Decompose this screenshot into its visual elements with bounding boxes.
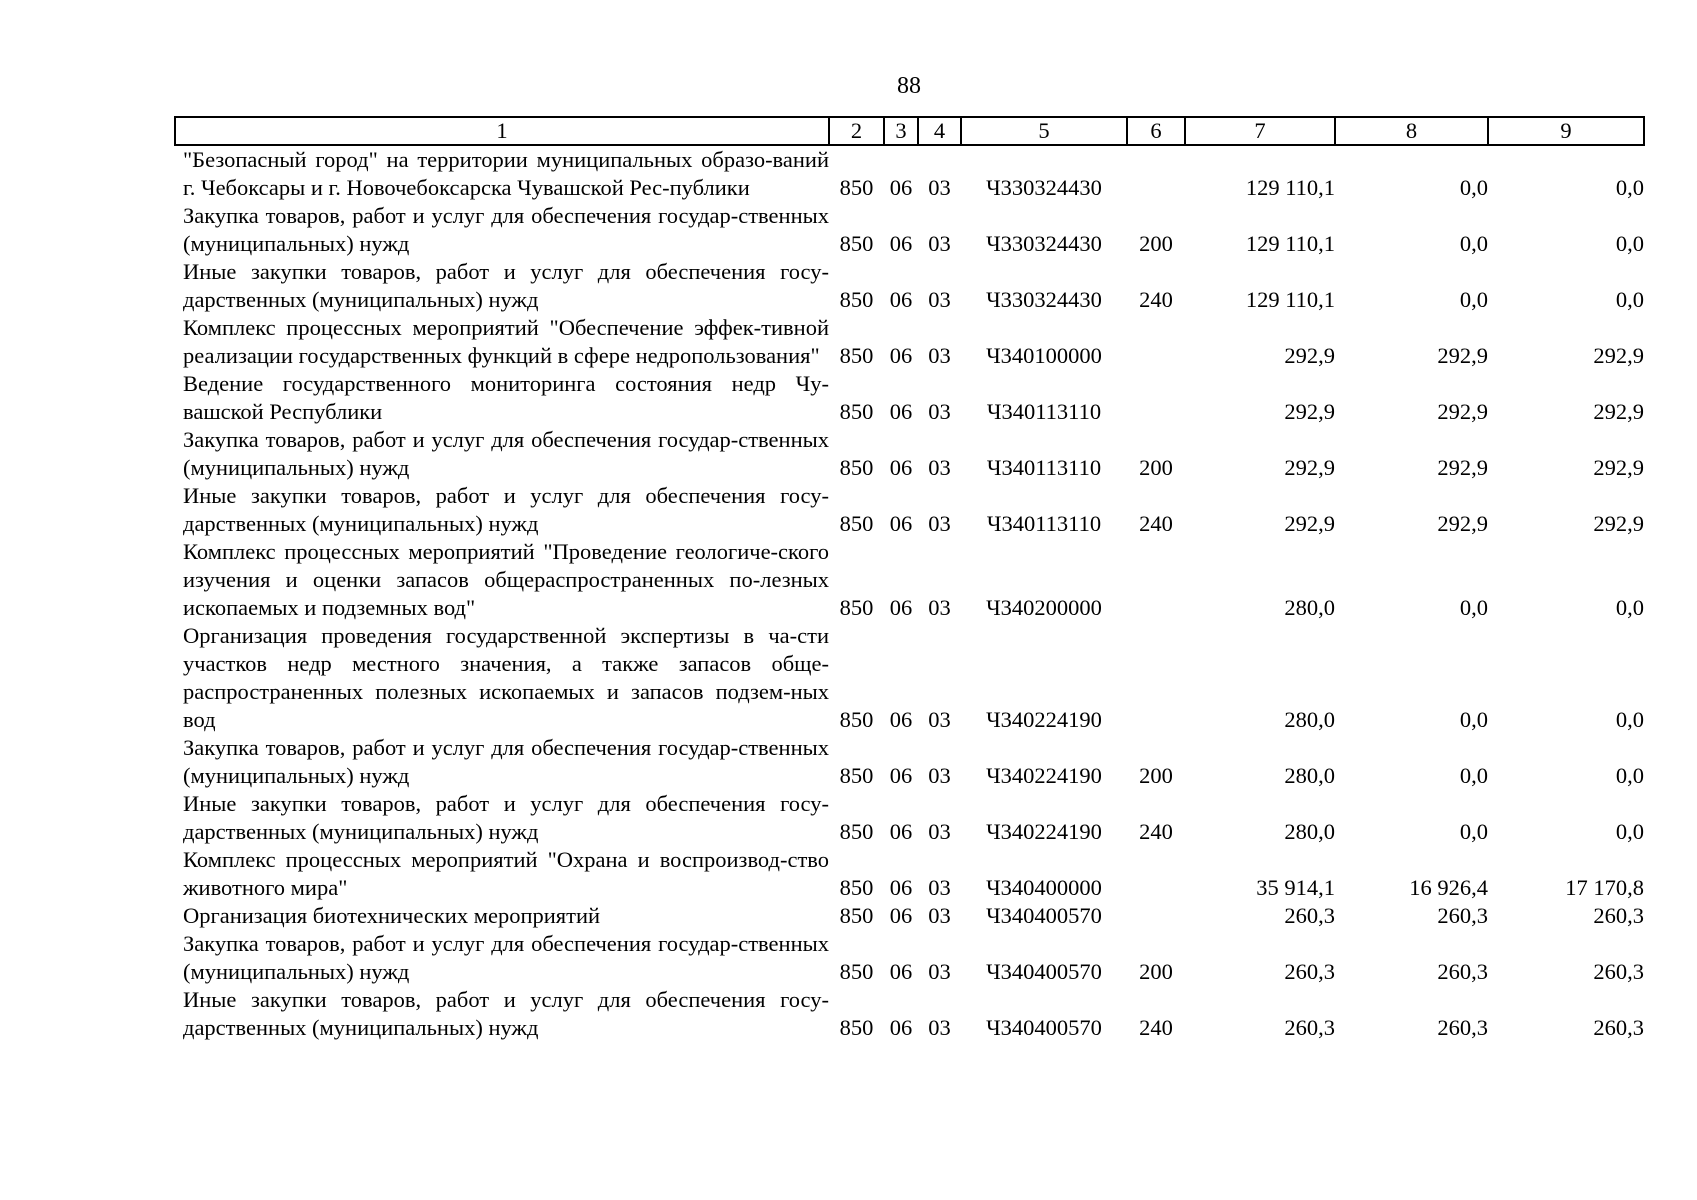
table-row: [175, 734, 1644, 790]
row-gp-code: 850: [839, 175, 874, 200]
budget-table: [174, 116, 1645, 1042]
row-amount-col9: 0,0: [1615, 763, 1644, 788]
row-expense-type-code: [1127, 622, 1185, 734]
column-number-header-row: [175, 117, 1644, 145]
row-amount-col7: 129 110,1: [1245, 287, 1335, 312]
row-description: Иные закупки товаров, работ и услуг для обеспечения госу-дарственных (муниципальных) нужд: [183, 987, 829, 1040]
row-section-code: 06: [889, 819, 913, 844]
column-header-7: 7: [1185, 117, 1335, 145]
row-expense-type-code: 200: [1139, 959, 1173, 984]
row-subsection-code: 03: [928, 875, 951, 900]
row-amount-col7: 280,0: [1284, 763, 1335, 788]
row-description: Иные закупки товаров, работ и услуг для обеспечения госу-дарственных (муниципальных) нужд: [183, 259, 829, 312]
row-amount-col7: 260,3: [1284, 959, 1335, 984]
row-amount-col7: 292,9: [1284, 343, 1335, 368]
row-target-article-code: Ч340224190: [986, 707, 1102, 732]
row-expense-type-code: [1127, 314, 1185, 370]
table-body: [175, 145, 1644, 1042]
table-row: [175, 902, 1644, 930]
row-target-article-code: Ч340224190: [986, 819, 1102, 844]
row-gp-code: 850: [839, 595, 874, 620]
table-row: [175, 538, 1644, 622]
row-section-code: 06: [889, 455, 913, 480]
row-target-article-code: Ч330324430: [986, 175, 1102, 200]
row-amount-col8: 292,9: [1437, 455, 1488, 480]
row-section-code: 06: [889, 763, 913, 788]
row-target-article-code: Ч340400570: [986, 903, 1102, 928]
row-gp-code: 850: [839, 819, 874, 844]
row-target-article-code: Ч340113110: [986, 455, 1102, 480]
row-description: Организация проведения государственной экспертизы в ча-сти участков недр местного значения, а также запасов обще-распространенных полезных ископаемых и запасов подзем-ных вод: [183, 623, 829, 732]
row-amount-col7: 260,3: [1284, 1015, 1335, 1040]
row-amount-col9: 0,0: [1615, 707, 1644, 732]
row-target-article-code: Ч340113110: [986, 399, 1102, 424]
row-gp-code: 850: [839, 959, 874, 984]
row-amount-col7: 280,0: [1284, 819, 1335, 844]
column-header-5: 5: [961, 117, 1127, 145]
row-description: Закупка товаров, работ и услуг для обеспечения государ-ственных (муниципальных) нужд: [183, 203, 829, 256]
row-section-code: 06: [889, 959, 913, 984]
row-subsection-code: 03: [928, 231, 951, 256]
row-amount-col9: 292,9: [1593, 455, 1644, 480]
row-section-code: 06: [889, 903, 913, 928]
table-row: [175, 622, 1644, 734]
row-subsection-code: 03: [928, 455, 951, 480]
row-subsection-code: 03: [928, 707, 951, 732]
column-header-2: 2: [829, 117, 884, 145]
table-row: [175, 482, 1644, 538]
row-amount-col8: 260,3: [1437, 903, 1488, 928]
row-gp-code: 850: [839, 1015, 874, 1040]
row-amount-col8: 0,0: [1459, 763, 1488, 788]
row-subsection-code: 03: [928, 903, 951, 928]
row-subsection-code: 03: [928, 763, 951, 788]
row-description: Закупка товаров, работ и услуг для обеспечения государ-ственных (муниципальных) нужд: [183, 427, 829, 480]
table-row: [175, 314, 1644, 370]
row-gp-code: 850: [839, 875, 874, 900]
row-gp-code: 850: [839, 903, 874, 928]
row-target-article-code: Ч340100000: [986, 343, 1102, 368]
row-description: Комплекс процессных мероприятий "Обеспечение эффек-тивной реализации государственных функций в сфере недропользования": [183, 315, 829, 368]
row-subsection-code: 03: [928, 399, 951, 424]
row-amount-col7: 35 914,1: [1256, 875, 1335, 900]
row-section-code: 06: [889, 595, 913, 620]
row-amount-col7: 292,9: [1284, 455, 1335, 480]
row-amount-col7: 280,0: [1284, 707, 1335, 732]
page-number: 88: [897, 73, 921, 99]
row-expense-type-code: [1127, 902, 1185, 930]
row-target-article-code: Ч340113110: [986, 511, 1102, 536]
table-row: [175, 145, 1644, 202]
row-expense-type-code: [1127, 370, 1185, 426]
row-amount-col8: 16 926,4: [1409, 875, 1488, 900]
row-amount-col9: 292,9: [1593, 511, 1644, 536]
row-expense-type-code: 200: [1139, 763, 1173, 788]
row-description: Иные закупки товаров, работ и услуг для обеспечения госу-дарственных (муниципальных) нужд: [183, 791, 829, 844]
row-amount-col7: 260,3: [1284, 903, 1335, 928]
column-header-4: 4: [918, 117, 961, 145]
row-amount-col9: 260,3: [1593, 959, 1644, 984]
row-gp-code: 850: [839, 399, 874, 424]
row-amount-col9: 260,3: [1593, 1015, 1644, 1040]
row-gp-code: 850: [839, 343, 874, 368]
row-expense-type-code: 240: [1139, 511, 1173, 536]
row-description: "Безопасный город" на территории муниципальных образо-ваний г. Чебоксары и г. Новочебоксарска Чувашской Рес-публики: [183, 147, 829, 200]
table-row: [175, 930, 1644, 986]
table-row: [175, 426, 1644, 482]
table-row: [175, 790, 1644, 846]
column-header-9: 9: [1488, 117, 1644, 145]
row-amount-col8: 0,0: [1459, 231, 1488, 256]
row-amount-col8: 0,0: [1459, 707, 1488, 732]
row-expense-type-code: 240: [1139, 287, 1173, 312]
row-section-code: 06: [889, 287, 913, 312]
row-target-article-code: Ч340400570: [986, 1015, 1102, 1040]
row-section-code: 06: [889, 511, 913, 536]
row-expense-type-code: 240: [1139, 819, 1173, 844]
row-expense-type-code: [1127, 145, 1185, 202]
row-description: Закупка товаров, работ и услуг для обеспечения государ-ственных (муниципальных) нужд: [183, 735, 829, 788]
row-gp-code: 850: [839, 455, 874, 480]
row-amount-col8: 0,0: [1459, 819, 1488, 844]
table-row: [175, 846, 1644, 902]
row-amount-col9: 0,0: [1615, 819, 1644, 844]
row-amount-col9: 0,0: [1615, 175, 1644, 200]
row-subsection-code: 03: [928, 819, 951, 844]
row-amount-col8: 0,0: [1459, 595, 1488, 620]
row-amount-col8: 292,9: [1437, 343, 1488, 368]
row-amount-col8: 260,3: [1437, 1015, 1488, 1040]
row-subsection-code: 03: [928, 343, 951, 368]
row-gp-code: 850: [839, 707, 874, 732]
row-amount-col7: 280,0: [1284, 595, 1335, 620]
table-row: [175, 202, 1644, 258]
row-subsection-code: 03: [928, 287, 951, 312]
row-amount-col9: 0,0: [1615, 231, 1644, 256]
row-section-code: 06: [889, 343, 913, 368]
row-expense-type-code: [1127, 846, 1185, 902]
row-gp-code: 850: [839, 287, 874, 312]
row-target-article-code: Ч340224190: [986, 763, 1102, 788]
row-description: Организация биотехнических мероприятий: [183, 903, 601, 928]
row-target-article-code: Ч340200000: [986, 595, 1102, 620]
row-description: Закупка товаров, работ и услуг для обеспечения государ-ственных (муниципальных) нужд: [183, 931, 829, 984]
row-amount-col7: 129 110,1: [1245, 231, 1335, 256]
row-gp-code: 850: [839, 763, 874, 788]
row-subsection-code: 03: [928, 175, 951, 200]
row-target-article-code: Ч340400570: [986, 959, 1102, 984]
row-subsection-code: 03: [928, 959, 951, 984]
row-subsection-code: 03: [928, 595, 951, 620]
row-target-article-code: Ч340400000: [986, 875, 1102, 900]
row-amount-col8: 260,3: [1437, 959, 1488, 984]
row-section-code: 06: [889, 1015, 913, 1040]
table-row: [175, 986, 1644, 1042]
row-target-article-code: Ч330324430: [986, 231, 1102, 256]
row-amount-col9: 292,9: [1593, 343, 1644, 368]
row-description: Комплекс процессных мероприятий "Проведение геологиче-ского изучения и оценки запасов общераспространенных по-лезных ископаемых и подземных вод": [183, 539, 829, 620]
row-gp-code: 850: [839, 511, 874, 536]
row-expense-type-code: [1127, 538, 1185, 622]
row-description: Иные закупки товаров, работ и услуг для обеспечения госу-дарственных (муниципальных) нужд: [183, 483, 829, 536]
row-section-code: 06: [889, 875, 913, 900]
column-header-3: 3: [884, 117, 918, 145]
table-row: [175, 258, 1644, 314]
row-amount-col7: 292,9: [1284, 399, 1335, 424]
row-expense-type-code: 200: [1139, 231, 1173, 256]
row-amount-col8: 292,9: [1437, 511, 1488, 536]
row-expense-type-code: 240: [1139, 1015, 1173, 1040]
row-section-code: 06: [889, 231, 913, 256]
row-amount-col8: 0,0: [1459, 175, 1488, 200]
row-target-article-code: Ч330324430: [986, 287, 1102, 312]
row-amount-col9: 17 170,8: [1565, 875, 1644, 900]
row-subsection-code: 03: [928, 1015, 951, 1040]
row-section-code: 06: [889, 175, 913, 200]
row-amount-col9: 260,3: [1593, 903, 1644, 928]
column-header-1: 1: [175, 117, 829, 145]
row-expense-type-code: 200: [1139, 455, 1173, 480]
table-row: [175, 370, 1644, 426]
row-amount-col8: 292,9: [1437, 399, 1488, 424]
row-amount-col7: 292,9: [1284, 511, 1335, 536]
row-amount-col7: 129 110,1: [1245, 175, 1335, 200]
row-section-code: 06: [889, 399, 913, 424]
column-header-8: 8: [1335, 117, 1488, 145]
row-amount-col8: 0,0: [1459, 287, 1488, 312]
row-amount-col9: 0,0: [1615, 595, 1644, 620]
row-amount-col9: 0,0: [1615, 287, 1644, 312]
column-header-6: 6: [1127, 117, 1185, 145]
row-amount-col9: 292,9: [1593, 399, 1644, 424]
row-subsection-code: 03: [928, 511, 951, 536]
row-description: Комплекс процессных мероприятий "Охрана и воспроизвод-ство животного мира": [183, 847, 829, 900]
row-section-code: 06: [889, 707, 913, 732]
row-gp-code: 850: [839, 231, 874, 256]
row-description: Ведение государственного мониторинга состояния недр Чу-вашской Республики: [183, 371, 829, 424]
